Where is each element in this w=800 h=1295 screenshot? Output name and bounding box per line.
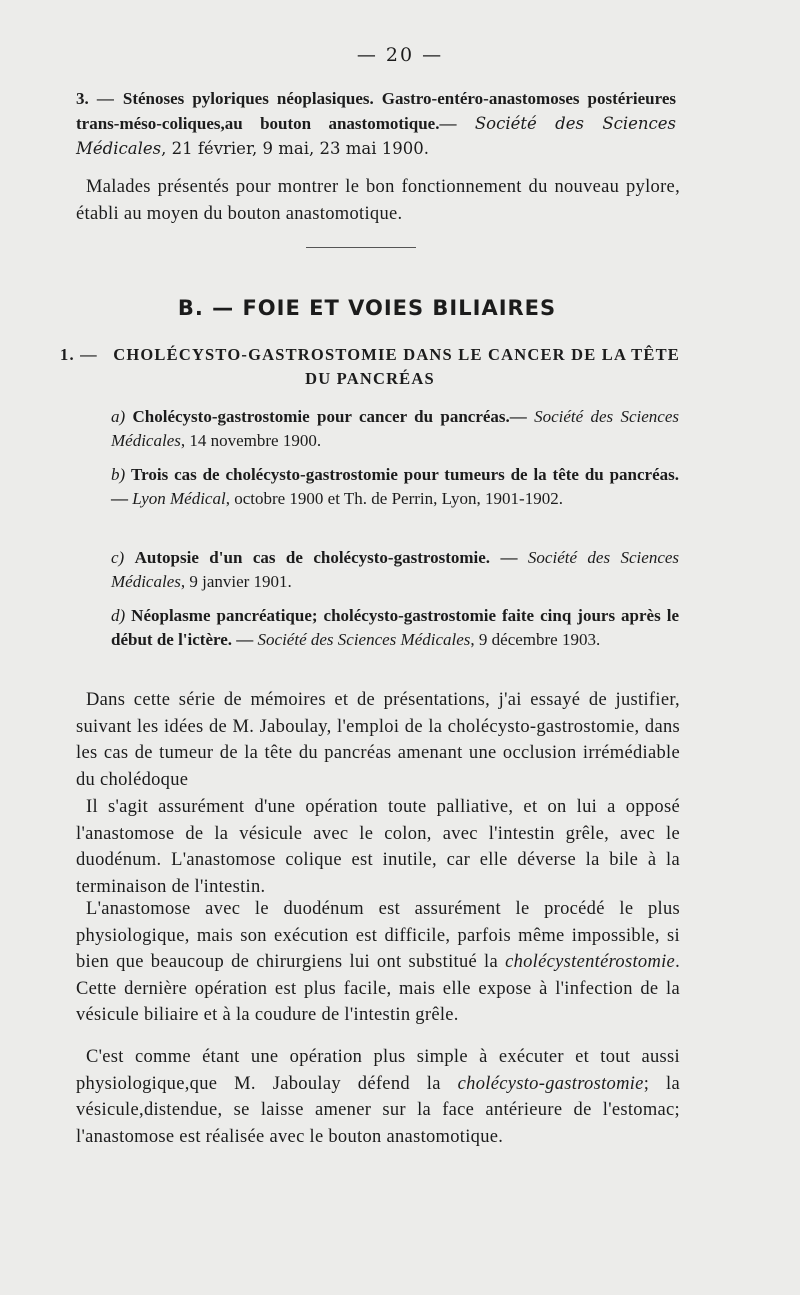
entry-3-description: Malades présentés pour montrer le bon fonctionnement du nouveau pylore, établi au moyen du bouton anastomotique. [76,177,680,224]
subitem-source: Lyon Médical [132,489,226,508]
heading-1-line1: CHOLÉCYSTO-GASTROSTOMIE DANS LE CANCER DE LA TÊTE [113,345,680,364]
subitem-rest: , octobre 1900 et Th. de Perrin, Lyon, 1901-1902. [225,489,563,508]
paragraph-3 [76,896,680,1029]
subitem-c [111,546,679,594]
paragraph-3-part2: . Cette dernière opération est plus facile, mais elle expose à l'infection de la vésicule biliaire et à la coudure de l'intestin grêle. [76,952,680,1025]
entry-3-title: Sténoses pyloriques néoplasiques. Gastro-entéro-anastomoses postérieures trans-méso-coliques,au bouton anastomotique.— [76,89,676,133]
subitem-rest: , 9 janvier 1901. [180,572,292,591]
entry-3-date: , 21 février, 9 mai, 23 mai 1900. [161,139,429,158]
subitem-marker: c) [111,548,125,567]
subitem-marker: b) [111,465,126,484]
paragraph-4-part1: C'est comme étant une opération plus simple à exécuter et tout aussi physiologique,que M. Jaboulay défend la [76,1047,680,1094]
subitem-rest: , 14 novembre 1900. [180,431,322,450]
paragraph-3-part1: L'anastomose avec le duodénum est assurément le procédé le plus physiologique, mais son exécution est difficile, parfois même impossible, si bien que beaucoup de chirurgiens lui ont substitué la [76,899,680,972]
subitem-title: Autopsie d'un cas de cholécysto-gastrostomie. — [134,548,518,567]
separator-rule [306,247,416,248]
paragraph-4-part2: ; la vésicule,distendue, se laisse amener sur la face antérieure de l'estomac; l'anastomose est réalisée avec le bouton anastomotique. [76,1073,680,1147]
subitem-title: Trois cas de cholécysto-gastrostomie pour tumeurs de la tête du pancréas. — [111,465,680,508]
section-title: B. — FOIE ET VOIES BILIAIRES [177,296,557,320]
heading-1-number: 1. — [60,345,98,364]
paragraph-3-italic: cholécystentérostomie [505,952,676,972]
subitem-b [111,463,679,511]
entry-3 [76,86,676,161]
subitem-source: Société des Sciences Médicales [257,630,471,649]
paragraph-1: Dans cette série de mémoires et de présentations, j'ai essayé de justifier, suivant les idées de M. Jaboulay, l'emploi de la cholécysto-gastrostomie, dans les cas de tumeur de la tête du pancréas amenant une occlusion irrémédiable du cholédoque [76,690,680,790]
subitem-source: Société des Sciences Médicales [111,548,680,591]
page-number: — 20 — [356,44,444,66]
paragraph-4 [76,1044,680,1150]
entry-3-source: Société des Sciences Médicales [76,114,677,158]
heading-1 [60,343,680,391]
subitem-rest: , 9 décembre 1903. [470,630,601,649]
subitem-title: Cholécysto-gastrostomie pour cancer du pancréas.— [132,407,527,426]
subitem-source: Société des Sciences Médicales [111,407,680,450]
heading-1-line2: DU PANCRÉAS [305,369,435,388]
paragraph-4-italic: cholécysto-gastrostomie [457,1073,644,1094]
subitem-d [111,604,679,652]
subitem-marker: a) [111,407,126,426]
entry-3-number: 3. — [76,89,114,108]
subitem-title: Néoplasme pancréatique; cholécysto-gastrostomie faite cinq jours après le début de l'ictère. — [111,606,679,649]
subitem-marker: d) [111,606,126,625]
paragraph-2: Il s'agit assurément d'une opération toute palliative, et on lui a opposé l'anastomose de la vésicule avec le colon, avec l'intestin grêle, avec le duodénum. L'anastomose colique est inutile, car elle déverse la bile à la terminaison de l'intestin. [76,797,680,897]
subitem-a [111,405,679,453]
